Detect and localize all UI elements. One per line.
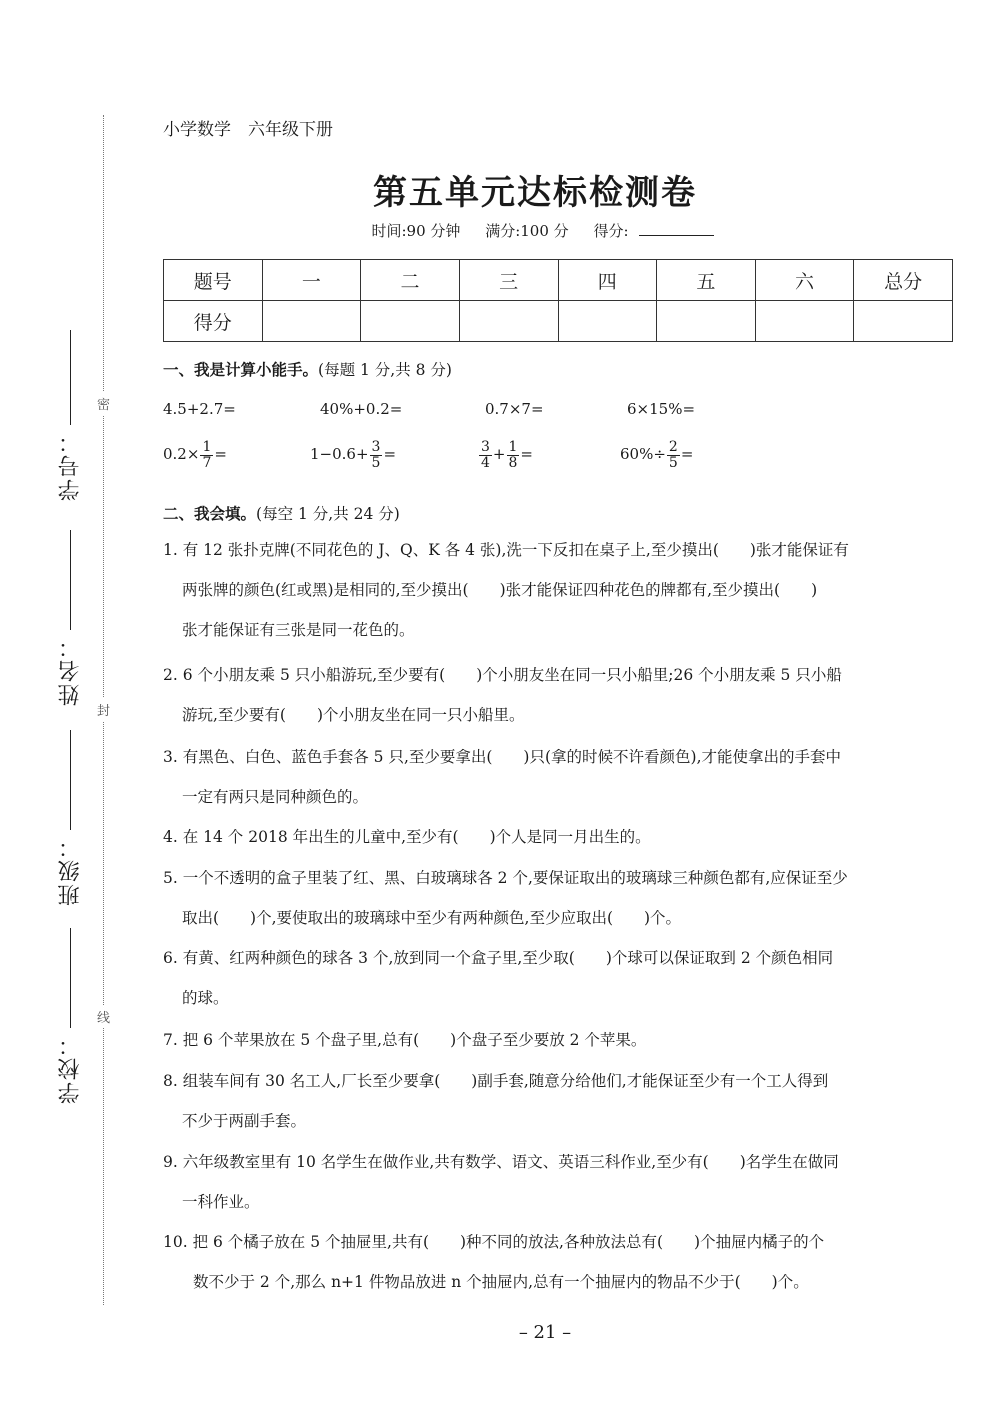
student-id-line (70, 330, 71, 425)
denominator: 4 (481, 454, 490, 471)
score-blank[interactable] (639, 235, 714, 236)
page-title: 第五单元达标检测卷 (373, 173, 697, 213)
question-text: 数不少于 2 个,那么 n+1 件物品放进 n 个抽屉内,总有一个抽屉内的物品不少于( )个。 (193, 1273, 809, 1291)
fraction (667, 440, 680, 470)
score-cell[interactable] (755, 301, 854, 342)
student-name-field[interactable] (50, 530, 90, 706)
class-line (70, 730, 71, 830)
student-id-field[interactable] (50, 330, 90, 501)
section-2-heading (163, 502, 400, 524)
score-table (163, 259, 953, 342)
numerator: 2 (668, 439, 678, 455)
school-line (70, 928, 71, 1028)
question-text: 一科作业。 (182, 1193, 260, 1211)
score-table-header: 二 (361, 260, 460, 301)
score-table-score-row (164, 301, 953, 342)
fraction (507, 440, 520, 470)
seal-mark-xian: 线 (97, 1005, 110, 1028)
question-9 (163, 1142, 953, 1222)
score-table-header: 一 (262, 260, 361, 301)
calc-text: = (383, 445, 397, 464)
denominator: 5 (371, 454, 381, 471)
calc-item: 40%+0.2= (320, 400, 403, 418)
seal-mark-mi: 密 (97, 392, 110, 415)
question-number: 5. (163, 869, 178, 887)
question-number: 9. (163, 1153, 178, 1171)
calc-text: = (214, 445, 227, 464)
calc-text: 60%÷ (620, 445, 666, 464)
question-number: 1. (163, 541, 178, 559)
score-cell[interactable] (459, 301, 558, 342)
question-text: 有 12 张扑克牌(不同花色的 J、Q、K 各 4 张),洗一下反扣在桌子上,至少摸出( )张才能保证有 (182, 541, 849, 559)
question-5 (163, 858, 953, 938)
fraction (200, 440, 213, 470)
score-table-header: 四 (558, 260, 657, 301)
student-name-line (70, 530, 71, 630)
calc-item (163, 440, 227, 470)
score-table-header: 六 (755, 260, 854, 301)
score-row-label: 得分 (164, 301, 263, 342)
question-text: 有黑色、白色、蓝色手套各 5 只,至少要拿出( )只(拿的时候不许看颜色),才能使拿出的手套中 (182, 748, 841, 766)
score-table-header: 题号 (164, 260, 263, 301)
numerator: 3 (371, 439, 381, 455)
subject-header: 小学数学 六年级下册 (163, 120, 333, 140)
question-text: 两张牌的颜色(红或黑)是相同的,至少摸出( )张才能保证四种花色的牌都有,至少摸出( ) (182, 581, 818, 599)
page-number: – 21 – (518, 1322, 572, 1343)
question-text: 取出( )个,要使取出的玻璃球中至少有两种颜色,至少应取出( )个。 (182, 909, 682, 927)
class-label: 班级： (57, 834, 83, 906)
question-10 (163, 1222, 953, 1302)
calc-item: 4.5+2.7= (163, 400, 236, 418)
full-score: 满分:100 分 (485, 222, 569, 240)
question-text: 在 14 个 2018 年出生的儿童中,至少有( )个人是同一月出生的。 (182, 828, 651, 846)
calc-text: + (492, 445, 506, 464)
question-text: 组装车间有 30 名工人,厂长至少要拿( )副手套,随意分给他们,才能保证至少有一个工人得到 (182, 1072, 829, 1090)
numerator: 3 (481, 439, 490, 455)
fraction (370, 440, 383, 470)
question-8 (163, 1061, 953, 1141)
numerator: 1 (202, 439, 212, 455)
question-text: 不少于两副手套。 (182, 1112, 307, 1130)
question-text: 的球。 (182, 989, 229, 1007)
score-cell[interactable] (558, 301, 657, 342)
section-2-title: 二、我会填。 (163, 505, 257, 523)
question-text: 六年级教室里有 10 名学生在做作业,共有数学、语文、英语三科作业,至少有( )名学生在做同 (182, 1153, 839, 1171)
class-field[interactable] (50, 730, 90, 906)
question-number: 4. (163, 828, 178, 846)
score-cell[interactable] (361, 301, 460, 342)
section-1-note: (每题 1 分,共 8 分) (318, 361, 452, 379)
section-1-title: 一、我是计算小能手。 (163, 361, 319, 379)
calc-item (620, 440, 693, 470)
calc-text: 1−0.6+ (310, 445, 369, 464)
student-id-label: 学号： (57, 429, 83, 501)
section-1-heading (163, 358, 452, 380)
score-cell[interactable] (262, 301, 361, 342)
question-6 (163, 938, 953, 1018)
school-field[interactable] (50, 928, 90, 1104)
time-limit: 时间:90 分钟 (371, 222, 461, 240)
question-number: 8. (163, 1072, 178, 1090)
calc-item (310, 440, 396, 470)
question-text: 把 6 个苹果放在 5 个盘子里,总有( )个盘子至少要放 2 个苹果。 (182, 1031, 647, 1049)
score-table-header: 三 (459, 260, 558, 301)
question-number: 7. (163, 1031, 178, 1049)
question-7 (163, 1020, 953, 1060)
score-table-header: 总分 (854, 260, 953, 301)
calc-text: 0.2× (163, 445, 200, 464)
question-2 (163, 655, 953, 735)
denominator: 5 (668, 454, 678, 471)
calc-text: = (520, 445, 533, 464)
score-label: 得分: (593, 222, 629, 240)
question-4 (163, 817, 953, 857)
question-number: 2. (163, 666, 178, 684)
question-1 (163, 530, 953, 650)
denominator: 8 (508, 454, 518, 471)
seal-mark-feng: 封 (97, 698, 110, 721)
fraction (479, 440, 492, 470)
score-table-header-row (164, 260, 953, 301)
question-number: 6. (163, 949, 178, 967)
section-2-note: (每空 1 分,共 24 分) (256, 505, 400, 523)
question-number: 10. (163, 1233, 188, 1251)
score-cell[interactable] (854, 301, 953, 342)
question-text: 6 个小朋友乘 5 只小船游玩,至少要有( )个小朋友坐在同一只小船里;26 个小朋友乘 5 只小船 (182, 666, 842, 684)
question-text: 把 6 个橘子放在 5 个抽屉里,共有( )种不同的放法,各种放法总有( )个抽屉内橘子的个 (192, 1233, 825, 1251)
school-label: 学校： (57, 1032, 83, 1104)
calc-item (478, 440, 533, 470)
question-text: 有黄、红两种颜色的球各 3 个,放到同一个盒子里,至少取( )个球可以保证取到 2 个颜色相同 (182, 949, 834, 967)
calc-text: = (680, 445, 694, 464)
question-text: 游玩,至少要有( )个小朋友坐在同一只小船里。 (182, 706, 525, 724)
exam-meta (0, 220, 1000, 241)
student-name-label: 姓名： (57, 634, 83, 706)
denominator: 7 (202, 454, 212, 471)
question-number: 3. (163, 748, 178, 766)
question-text: 一个不透明的盒子里装了红、黑、白玻璃球各 2 个,要保证取出的玻璃球三种颜色都有,应保证至少 (182, 869, 848, 887)
score-cell[interactable] (657, 301, 756, 342)
question-text: 一定有两只是同种颜色的。 (182, 788, 369, 806)
calc-item: 0.7×7= (485, 400, 544, 418)
calc-item: 6×15%= (627, 400, 696, 418)
numerator: 1 (508, 439, 518, 455)
question-3 (163, 737, 953, 817)
question-text: 张才能保证有三张是同一花色的。 (182, 621, 415, 639)
score-table-header: 五 (657, 260, 756, 301)
